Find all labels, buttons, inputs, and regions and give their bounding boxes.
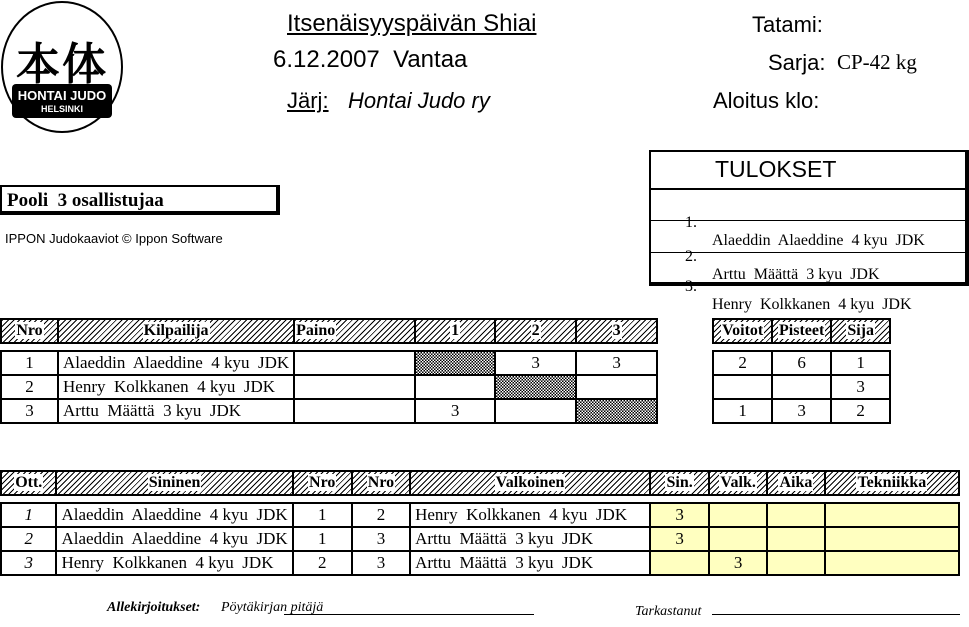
match-score-blue[interactable]: 3 [650,527,709,551]
match-nro-a: 1 [293,527,352,551]
row-competitor: Alaeddin Alaeddine 4 kyu JDK [58,351,294,375]
row-wins: 1 [713,399,772,423]
row-points: 3 [772,399,831,423]
match-time[interactable] [767,551,825,575]
results-divider [651,220,965,221]
event-title: Itsenäisyyspäivän Shiai [287,10,537,37]
col-weight: Paino [294,319,415,343]
recorder-label: Pöytäkirjan pitäjä [221,600,324,615]
results-box [649,150,969,313]
match-blue: Henry Kolkkanen 4 kyu JDK [56,551,292,575]
logo-line2: HELSINKI [40,104,83,114]
match-time[interactable] [767,503,825,527]
self-cell [495,375,576,399]
col-competitor: Kilpailija [58,319,294,343]
col-sin: Sin. [650,471,709,495]
standings-row [1,351,890,375]
row-weight [294,375,415,399]
signatures-label: Allekirjoitukset: [107,600,201,615]
result-name: Henry Kolkkanen 4 kyu JDK [712,296,912,313]
col-opponent-1: 1 [415,319,495,343]
self-cell [576,399,657,423]
col-ott: Ott. [1,471,56,495]
organizer-label: Järj: [287,88,329,113]
match-nro-a: 2 [293,551,352,575]
match-score-blue[interactable]: 3 [650,503,709,527]
score-cell [495,399,576,423]
spacer [657,319,713,343]
result-place: 2. [685,248,697,265]
results-divider [651,252,965,253]
row-weight [294,351,415,375]
col-nro-a: Nro [293,471,352,495]
match-technique[interactable] [825,503,959,527]
series-value: CP-42 kg [837,50,917,74]
score-cell: 3 [495,351,576,375]
row-weight [294,399,415,423]
spacer [657,399,713,423]
col-technique: Tekniikka [825,471,959,495]
col-white: Valkoinen [410,471,650,495]
tatami-label: Tatami: [752,12,823,37]
row-nro: 2 [1,375,58,399]
spacer [657,375,713,399]
results-divider [651,188,965,190]
score-cell: 3 [576,351,657,375]
series-label: Sarja: [768,50,826,75]
match-score-white[interactable] [709,527,767,551]
row-competitor: Arttu Määttä 3 kyu JDK [58,399,294,423]
match-technique[interactable] [825,527,959,551]
results-title: TULOKSET [715,156,837,182]
match-nro-a: 1 [293,503,352,527]
col-nro-b: Nro [352,471,410,495]
match-nro-b: 3 [352,527,410,551]
row-points: 6 [772,351,831,375]
col-nro: Nro [1,319,58,343]
match-number: 1 [1,503,56,527]
self-cell [415,351,495,375]
match-nro-b: 3 [352,551,410,575]
result-place: 1. [685,214,697,231]
row-wins: 2 [713,351,772,375]
pool-box [0,185,280,215]
col-opponent-2: 2 [495,319,576,343]
match-number: 2 [1,527,56,551]
row-place: 3 [831,375,890,399]
logo-line1: HONTAI JUDO [17,88,107,103]
match-technique[interactable] [825,551,959,575]
standings-table [0,318,891,424]
standings-row [1,399,890,423]
row-nro: 1 [1,351,58,375]
software-credit: IPPON Judokaaviot © Ippon Software [5,231,223,246]
match-time[interactable] [767,527,825,551]
row-wins [713,375,772,399]
matches-header-row [1,471,959,495]
match-blue: Alaeddin Alaeddine 4 kyu JDK [56,503,292,527]
match-white: Arttu Määttä 3 kyu JDK [410,527,650,551]
pool-title: Pooli 3 osallistujaa [7,190,164,211]
score-cell [415,375,495,399]
col-blue: Sininen [56,471,292,495]
result-name: Arttu Määttä 3 kyu JDK [712,266,880,283]
standings-row [1,375,890,399]
match-score-white[interactable]: 3 [709,551,767,575]
col-place: Sija [831,319,890,343]
col-valk: Valk. [709,471,767,495]
row-place: 1 [831,351,890,375]
match-row [1,527,959,551]
standings-header-row [1,319,890,343]
start-time-label: Aloitus klo: [713,88,820,113]
match-nro-b: 2 [352,503,410,527]
logo-kanji: 本体 [16,40,108,89]
row-competitor: Henry Kolkkanen 4 kyu JDK [58,375,294,399]
match-score-blue[interactable] [650,551,709,575]
score-cell [576,375,657,399]
match-white: Arttu Määttä 3 kyu JDK [410,551,650,575]
match-row [1,503,959,527]
match-blue: Alaeddin Alaeddine 4 kyu JDK [56,527,292,551]
spacer [657,351,713,375]
result-name: Alaeddin Alaeddine 4 kyu JDK [712,232,925,249]
match-white: Henry Kolkkanen 4 kyu JDK [410,503,650,527]
col-points: Pisteet [772,319,831,343]
row-nro: 3 [1,399,58,423]
col-wins: Voitot [713,319,772,343]
score-cell: 3 [415,399,495,423]
matches-table [0,470,960,576]
match-row [1,551,959,575]
row-points [772,375,831,399]
checker-label: Tarkastanut [635,604,702,619]
result-place: 3. [685,278,697,295]
match-score-white[interactable] [709,503,767,527]
organizer-name: Hontai Judo ry [348,88,490,113]
col-opponent-3: 3 [576,319,657,343]
match-number: 3 [1,551,56,575]
col-time: Aika [767,471,825,495]
signature-line-checker [712,614,960,615]
club-logo [0,0,124,134]
row-place: 2 [831,399,890,423]
event-date-place: 6.12.2007 Vantaa [273,46,468,73]
